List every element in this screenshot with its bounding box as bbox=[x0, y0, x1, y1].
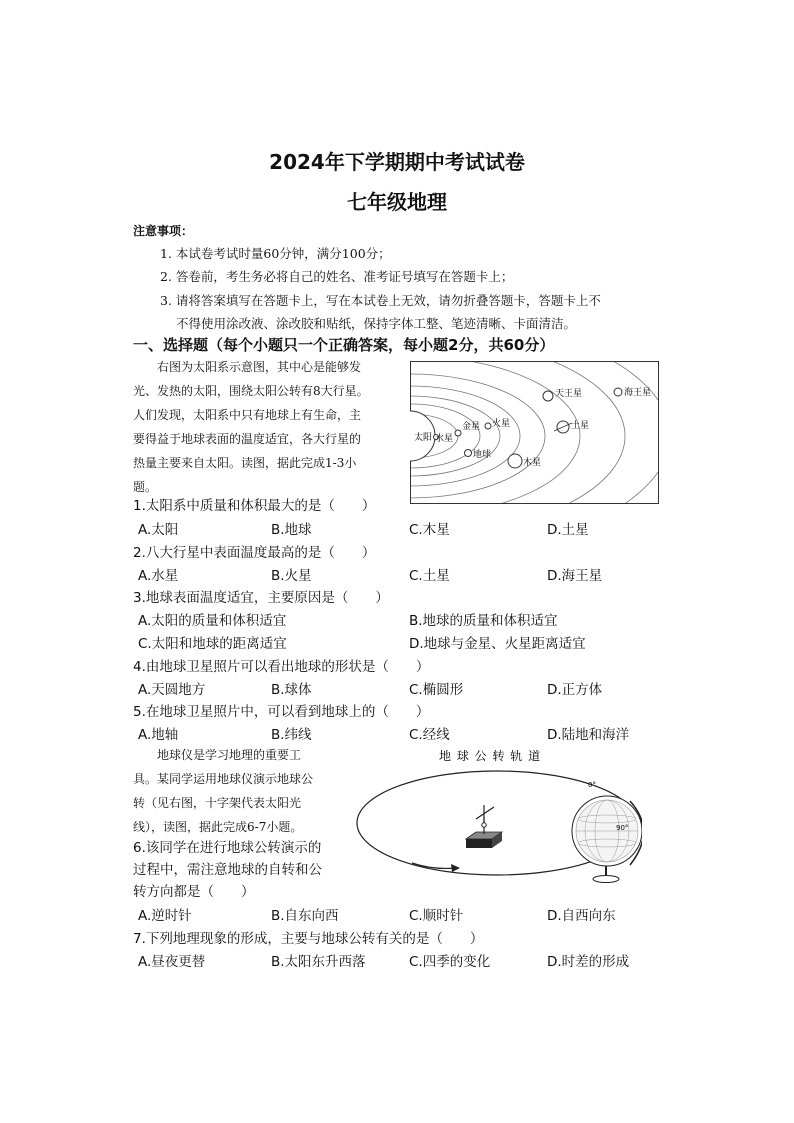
intro-line: 人们发现，太阳系中只有地球上有生命，主 bbox=[133, 408, 362, 422]
option-d[interactable]: D.地球与金星、火星距离适宜 bbox=[409, 636, 586, 652]
exam-subtitle: 七年级地理 bbox=[347, 190, 447, 214]
globe bbox=[572, 781, 642, 883]
notes-item: 1. 本试卷考试时量60分钟，满分100分； bbox=[160, 246, 391, 261]
question-stem: 6.该同学在进行地球公转演示的 bbox=[133, 840, 322, 856]
option-b[interactable]: B.地球的质量和体积适宜 bbox=[409, 613, 558, 629]
notes-item: 2. 答卷前，考生务必将自己的姓名、准考证号填写在答题卡上； bbox=[160, 269, 514, 284]
notes-item: 3. 请将答案填写在答题卡上，写在本试卷上无效，请勿折叠答题卡，答题卡上不 bbox=[160, 293, 601, 308]
option-c[interactable]: C.木星 bbox=[409, 522, 450, 538]
question-stem: 1.太阳系中质量和体积最大的是（ ） bbox=[133, 498, 376, 514]
sun-cross-stand bbox=[466, 805, 502, 848]
intro-paragraph-globe bbox=[133, 743, 347, 839]
mercury-label: 水星 bbox=[435, 434, 454, 444]
notes-item: 不得使用涂改液、涂改胶和贴纸，保持字体工整、笔迹清晰、卡面清洁。 bbox=[176, 316, 577, 331]
option-b[interactable]: B.纬线 bbox=[271, 727, 312, 743]
option-a[interactable]: A.地轴 bbox=[138, 727, 179, 743]
neptune-dot bbox=[614, 388, 622, 396]
question-stem: 3.地球表面温度适宜，主要原因是（ ） bbox=[133, 590, 389, 606]
option-c[interactable]: C.四季的变化 bbox=[409, 954, 491, 970]
option-c[interactable]: C.顺时针 bbox=[409, 908, 464, 924]
intro-line: 要得益于地球表面的温度适宜，各大行星的 bbox=[133, 432, 362, 446]
saturn-label: 土星 bbox=[571, 421, 590, 431]
mars-dot bbox=[485, 423, 491, 429]
earth-label: 地球 bbox=[473, 450, 492, 460]
option-b[interactable]: B.地球 bbox=[271, 522, 312, 538]
option-a[interactable]: A.太阳的质量和体积适宜 bbox=[138, 613, 287, 629]
solar-system-figure bbox=[410, 361, 659, 504]
orbit-title: 地 球 公 转 轨 道 bbox=[439, 749, 542, 763]
earth-dot bbox=[465, 450, 472, 457]
uranus-dot bbox=[543, 391, 553, 401]
uranus-label: 天王星 bbox=[555, 389, 583, 399]
option-c[interactable]: C.经线 bbox=[409, 727, 450, 743]
option-b[interactable]: B.球体 bbox=[271, 682, 312, 698]
option-b[interactable]: B.太阳东升西落 bbox=[271, 954, 366, 970]
earth-orbit-figure bbox=[352, 745, 642, 887]
intro-line: 热量主要来自太阳。读图，据此完成1-3小 bbox=[133, 456, 357, 470]
option-d[interactable]: D.自西向东 bbox=[547, 908, 616, 924]
question-stem: 过程中，需注意地球的自转和公 bbox=[133, 862, 322, 878]
intro-line: 右图为太阳系示意图，其中心是能够发 bbox=[157, 360, 362, 374]
intro-line: 具。某同学运用地球仪演示地球公 bbox=[133, 772, 314, 786]
option-d[interactable]: D.土星 bbox=[547, 522, 589, 538]
option-d[interactable]: D.时差的形成 bbox=[547, 954, 630, 970]
option-a[interactable]: A.太阳 bbox=[138, 522, 179, 538]
option-a[interactable]: A.昼夜更替 bbox=[138, 954, 206, 970]
option-a[interactable]: A.水星 bbox=[138, 568, 179, 584]
option-d[interactable]: D.正方体 bbox=[547, 682, 603, 698]
option-c[interactable]: C.土星 bbox=[409, 568, 450, 584]
venus-label: 金星 bbox=[462, 422, 481, 432]
question-stem: 7.下列地理现象的形成，主要与地球公转有关的是（ ） bbox=[133, 931, 484, 947]
notes-heading: 注意事项： bbox=[133, 224, 194, 238]
globe-degree-0: 0° bbox=[588, 781, 596, 789]
intro-line: 题。 bbox=[133, 480, 158, 494]
option-d[interactable]: D.陆地和海洋 bbox=[547, 727, 630, 743]
mars-label: 火星 bbox=[492, 419, 511, 429]
option-a[interactable]: A.逆时针 bbox=[138, 908, 192, 924]
option-d[interactable]: D.海王星 bbox=[547, 568, 603, 584]
exam-title: 2024年下学期期中考试试卷 bbox=[269, 150, 525, 174]
neptune-label: 海王星 bbox=[624, 388, 652, 398]
intro-line: 光、发热的太阳，围绕太阳公转有8大行星。 bbox=[133, 384, 369, 398]
arrow-head bbox=[451, 864, 460, 872]
option-c[interactable]: C.椭圆形 bbox=[409, 682, 464, 698]
globe-degree-90: 90° bbox=[616, 824, 629, 832]
intro-line: 转（见右图，十字架代表太阳光 bbox=[133, 796, 302, 810]
option-c[interactable]: C.太阳和地球的距离适宜 bbox=[138, 636, 287, 652]
section-title: 一、选择题（每个小题只一个正确答案，每小题2分，共60分） bbox=[133, 336, 555, 354]
intro-line: 线），读图，据此完成6-7小题。 bbox=[133, 820, 303, 834]
question-stem: 4.由地球卫星照片可以看出地球的形状是（ ） bbox=[133, 659, 430, 675]
jupiter-label: 木星 bbox=[523, 458, 542, 468]
option-b[interactable]: B.火星 bbox=[271, 568, 312, 584]
jupiter-dot bbox=[508, 454, 522, 468]
venus-dot bbox=[455, 430, 461, 436]
intro-paragraph-solar bbox=[133, 355, 403, 499]
sun-label: 太阳 bbox=[414, 433, 433, 443]
question-stem: 转方向都是（ ） bbox=[133, 884, 255, 900]
option-a[interactable]: A.天圆地方 bbox=[138, 682, 206, 698]
question-stem: 5.在地球卫星照片中，可以看到地球上的（ ） bbox=[133, 704, 430, 720]
question-stem: 2.八大行星中表面温度最高的是（ ） bbox=[133, 545, 376, 561]
option-b[interactable]: B.自东向西 bbox=[271, 908, 339, 924]
intro-line: 地球仪是学习地理的重要工 bbox=[157, 748, 302, 762]
